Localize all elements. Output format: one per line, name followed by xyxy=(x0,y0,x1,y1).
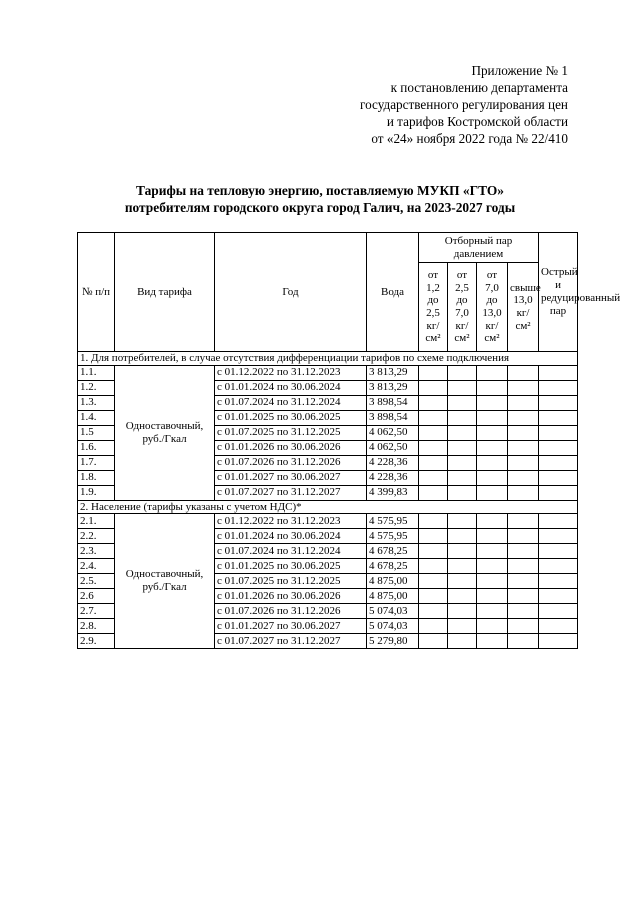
row-steam-4 xyxy=(508,574,539,589)
row-steam-2 xyxy=(448,485,477,500)
row-period: с 01.07.2025 по 31.12.2025 xyxy=(215,574,367,589)
row-period: с 01.01.2025 по 30.06.2025 xyxy=(215,559,367,574)
tariff-table xyxy=(77,232,621,649)
table-row xyxy=(78,365,578,380)
tariff-kind: Одноставочный, руб./Гкал xyxy=(115,514,215,649)
row-steam-1 xyxy=(419,470,448,485)
row-steam-2 xyxy=(448,440,477,455)
row-steam-1 xyxy=(419,410,448,425)
row-period: с 01.12.2022 по 31.12.2023 xyxy=(215,365,367,380)
row-steam-2 xyxy=(448,470,477,485)
row-steam-2 xyxy=(448,455,477,470)
row-sharp-steam xyxy=(539,514,578,529)
row-period: с 01.07.2024 по 31.12.2024 xyxy=(215,544,367,559)
row-sharp-steam xyxy=(539,440,578,455)
row-steam-3 xyxy=(477,365,508,380)
row-steam-1 xyxy=(419,589,448,604)
row-steam-4 xyxy=(508,425,539,440)
row-steam-3 xyxy=(477,529,508,544)
row-sharp-steam xyxy=(539,455,578,470)
header-steam-4: свыше 13,0 кг/см² xyxy=(508,263,539,352)
row-water: 4 678,25 xyxy=(367,559,419,574)
row-num: 1.3. xyxy=(78,395,115,410)
row-num: 2.3. xyxy=(78,544,115,559)
row-water: 3 813,29 xyxy=(367,365,419,380)
row-sharp-steam xyxy=(539,470,578,485)
row-steam-4 xyxy=(508,455,539,470)
row-steam-1 xyxy=(419,485,448,500)
row-steam-2 xyxy=(448,604,477,619)
row-num: 2.9. xyxy=(78,634,115,649)
row-steam-4 xyxy=(508,514,539,529)
row-water: 4 678,25 xyxy=(367,544,419,559)
row-steam-2 xyxy=(448,634,477,649)
appendix-line: и тарифов Костромской области xyxy=(386,114,568,129)
section-title: 2. Население (тарифы указаны с учетом НДС)* xyxy=(78,500,578,514)
row-steam-3 xyxy=(477,380,508,395)
header-tariff-kind: Вид тарифа xyxy=(115,233,215,352)
row-steam-3 xyxy=(477,470,508,485)
row-period: с 01.12.2022 по 31.12.2023 xyxy=(215,514,367,529)
row-steam-2 xyxy=(448,395,477,410)
row-period: с 01.07.2025 по 31.12.2025 xyxy=(215,425,367,440)
row-num: 1.4. xyxy=(78,410,115,425)
appendix-line: Приложение № 1 xyxy=(471,63,568,78)
table-row xyxy=(78,514,578,529)
row-steam-4 xyxy=(508,559,539,574)
row-sharp-steam xyxy=(539,604,578,619)
row-steam-2 xyxy=(448,559,477,574)
row-steam-3 xyxy=(477,604,508,619)
row-steam-4 xyxy=(508,529,539,544)
row-steam-4 xyxy=(508,619,539,634)
row-steam-4 xyxy=(508,544,539,559)
row-steam-3 xyxy=(477,514,508,529)
row-period: с 01.07.2024 по 31.12.2024 xyxy=(215,395,367,410)
row-steam-1 xyxy=(419,544,448,559)
row-water: 3 898,54 xyxy=(367,410,419,425)
document-title xyxy=(0,182,640,216)
row-steam-2 xyxy=(448,589,477,604)
row-steam-2 xyxy=(448,380,477,395)
row-sharp-steam xyxy=(539,395,578,410)
row-water: 4 875,00 xyxy=(367,574,419,589)
row-water: 4 575,95 xyxy=(367,529,419,544)
section-2-body xyxy=(78,500,578,649)
row-water: 4 399,83 xyxy=(367,485,419,500)
row-steam-1 xyxy=(419,395,448,410)
row-steam-3 xyxy=(477,410,508,425)
row-sharp-steam xyxy=(539,544,578,559)
row-water: 4 575,95 xyxy=(367,514,419,529)
appendix-line: к постановлению департамента xyxy=(390,80,568,95)
row-water: 4 228,36 xyxy=(367,455,419,470)
row-steam-4 xyxy=(508,395,539,410)
row-sharp-steam xyxy=(539,574,578,589)
row-num: 1.1. xyxy=(78,365,115,380)
row-sharp-steam xyxy=(539,425,578,440)
row-water: 4 875,00 xyxy=(367,589,419,604)
row-water: 4 062,50 xyxy=(367,425,419,440)
row-steam-2 xyxy=(448,365,477,380)
row-steam-4 xyxy=(508,470,539,485)
row-water: 4 228,36 xyxy=(367,470,419,485)
row-steam-3 xyxy=(477,589,508,604)
row-steam-3 xyxy=(477,574,508,589)
row-steam-1 xyxy=(419,425,448,440)
row-steam-3 xyxy=(477,425,508,440)
row-steam-1 xyxy=(419,455,448,470)
appendix-line: от «24» ноября 2022 года № 22/410 xyxy=(371,131,568,146)
section-1-body xyxy=(78,352,578,501)
row-steam-3 xyxy=(477,440,508,455)
row-period: с 01.01.2026 по 30.06.2026 xyxy=(215,440,367,455)
header-sharp-steam: Острый и редуцированный пар xyxy=(539,233,578,352)
row-steam-1 xyxy=(419,440,448,455)
row-num: 2.7. xyxy=(78,604,115,619)
row-sharp-steam xyxy=(539,529,578,544)
row-steam-1 xyxy=(419,604,448,619)
row-water: 5 279,80 xyxy=(367,634,419,649)
row-steam-3 xyxy=(477,544,508,559)
row-sharp-steam xyxy=(539,410,578,425)
header-water: Вода xyxy=(367,233,419,352)
row-steam-3 xyxy=(477,455,508,470)
row-steam-1 xyxy=(419,365,448,380)
row-period: с 01.01.2027 по 30.06.2027 xyxy=(215,619,367,634)
row-period: с 01.07.2027 по 31.12.2027 xyxy=(215,634,367,649)
row-period: с 01.07.2026 по 31.12.2026 xyxy=(215,604,367,619)
row-period: с 01.07.2026 по 31.12.2026 xyxy=(215,455,367,470)
row-num: 1.6. xyxy=(78,440,115,455)
row-steam-3 xyxy=(477,395,508,410)
header-steam-1: от 1,2 до 2,5 кг/см² xyxy=(419,263,448,352)
row-period: с 01.01.2027 по 30.06.2027 xyxy=(215,470,367,485)
row-steam-4 xyxy=(508,589,539,604)
row-num: 2.8. xyxy=(78,619,115,634)
title-line-2: потребителям городского округа город Галич, на 2023-2027 годы xyxy=(124,200,516,215)
row-period: с 01.07.2027 по 31.12.2027 xyxy=(215,485,367,500)
row-sharp-steam xyxy=(539,589,578,604)
row-num: 1.2. xyxy=(78,380,115,395)
row-num: 2.6 xyxy=(78,589,115,604)
row-num: 2.5. xyxy=(78,574,115,589)
row-steam-2 xyxy=(448,425,477,440)
row-water: 3 898,54 xyxy=(367,395,419,410)
row-steam-4 xyxy=(508,380,539,395)
row-num: 1.8. xyxy=(78,470,115,485)
header-steam-2: от 2,5 до 7,0 кг/см² xyxy=(448,263,477,352)
title-line-1: Тарифы на тепловую энергию, поставляемую МУКП «ГТО» xyxy=(135,183,505,198)
row-steam-3 xyxy=(477,485,508,500)
row-steam-1 xyxy=(419,529,448,544)
row-sharp-steam xyxy=(539,559,578,574)
row-steam-1 xyxy=(419,559,448,574)
row-num: 1.9. xyxy=(78,485,115,500)
section-title: 1. Для потребителей, в случае отсутствия дифференциации тарифов по схеме подключения xyxy=(78,352,578,366)
row-num: 1.7. xyxy=(78,455,115,470)
row-period: с 01.01.2024 по 30.06.2024 xyxy=(215,529,367,544)
header-steam: Отборный пар давлением xyxy=(419,233,539,263)
row-steam-4 xyxy=(508,634,539,649)
row-num: 2.2. xyxy=(78,529,115,544)
row-steam-1 xyxy=(419,514,448,529)
row-water: 5 074,03 xyxy=(367,604,419,619)
tariff-kind: Одноставочный, руб./Гкал xyxy=(115,365,215,500)
row-steam-3 xyxy=(477,619,508,634)
row-steam-1 xyxy=(419,619,448,634)
row-steam-4 xyxy=(508,440,539,455)
row-sharp-steam xyxy=(539,634,578,649)
row-num: 2.1. xyxy=(78,514,115,529)
row-steam-2 xyxy=(448,544,477,559)
row-steam-2 xyxy=(448,574,477,589)
row-period: с 01.01.2025 по 30.06.2025 xyxy=(215,410,367,425)
row-steam-1 xyxy=(419,380,448,395)
row-steam-1 xyxy=(419,574,448,589)
row-steam-4 xyxy=(508,485,539,500)
appendix-line: государственного регулирования цен xyxy=(360,97,568,112)
row-steam-4 xyxy=(508,365,539,380)
header-num: № п/п xyxy=(78,233,115,352)
row-steam-3 xyxy=(477,634,508,649)
appendix-note xyxy=(360,62,568,147)
row-steam-4 xyxy=(508,410,539,425)
row-steam-2 xyxy=(448,410,477,425)
row-sharp-steam xyxy=(539,485,578,500)
row-sharp-steam xyxy=(539,619,578,634)
row-water: 4 062,50 xyxy=(367,440,419,455)
row-steam-2 xyxy=(448,529,477,544)
row-water: 5 074,03 xyxy=(367,619,419,634)
row-steam-2 xyxy=(448,619,477,634)
row-num: 2.4. xyxy=(78,559,115,574)
header-steam-3: от 7,0 до 13,0 кг/см² xyxy=(477,263,508,352)
row-steam-3 xyxy=(477,559,508,574)
row-period: с 01.01.2024 по 30.06.2024 xyxy=(215,380,367,395)
row-sharp-steam xyxy=(539,380,578,395)
row-water: 3 813,29 xyxy=(367,380,419,395)
row-sharp-steam xyxy=(539,365,578,380)
row-steam-2 xyxy=(448,514,477,529)
header-year: Год xyxy=(215,233,367,352)
row-steam-4 xyxy=(508,604,539,619)
row-steam-1 xyxy=(419,634,448,649)
row-num: 1.5 xyxy=(78,425,115,440)
row-period: с 01.01.2026 по 30.06.2026 xyxy=(215,589,367,604)
